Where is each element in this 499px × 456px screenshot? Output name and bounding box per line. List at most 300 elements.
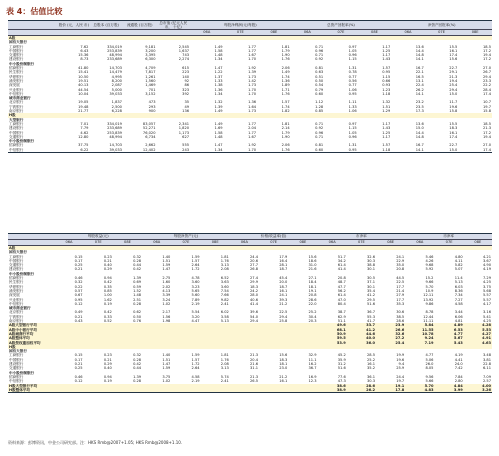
table-cell: 36.1 (366, 374, 375, 379)
table-cell: 45.2 (337, 353, 346, 358)
row-label: 建设银行 (9, 267, 24, 272)
table-cell: 26.8 (250, 267, 259, 272)
table-cell: 0.62 (133, 310, 142, 315)
table-cell: 5.57 (482, 293, 491, 298)
row-label: 工商银行 (9, 353, 24, 358)
table-cell: 1.51 (162, 357, 171, 362)
table-cell: 0.19 (103, 301, 112, 306)
table-row (8, 83, 492, 87)
table-cell: 13.1 (415, 78, 424, 83)
table-cell: 5.68 (482, 288, 491, 293)
table-cell: 23.0 (279, 366, 288, 371)
footnote: 资料来源：彭博资讯，中金公司研究部。注：HKS Rmb@2007+1.05; HKS Rmb@2008+1.10. (8, 440, 183, 445)
table-cell: 2.19 (191, 301, 200, 306)
table-cell: 0.60 (291, 148, 325, 153)
table-cell: 30.1 (366, 284, 375, 289)
page-title: 表 4：估值比较 (6, 7, 63, 16)
table-cell: 5.57 (482, 297, 491, 302)
table-cell: 4.58 (191, 374, 200, 379)
table-cell: 1.42 (248, 78, 257, 83)
table-cell: 0.85 (315, 109, 324, 114)
table-cell: 1.77 (248, 130, 257, 135)
table-cell: 743 (182, 53, 190, 58)
table-cell: 0.29 (103, 362, 112, 367)
valuation-table-top (8, 20, 492, 153)
table-cell: 2.41 (220, 379, 229, 384)
table-cell: 17.2 (482, 57, 491, 62)
table-cell: 1.17 (382, 134, 391, 139)
table-cell: 1.98 (162, 319, 171, 324)
table-cell: 1.73 (248, 83, 257, 88)
table-cell: 53.9 (318, 341, 347, 345)
table-cell: 30.4 (308, 314, 317, 319)
table-cell: 16.1 (279, 288, 288, 293)
table-cell: 0.29 (103, 267, 112, 272)
table-cell: 11.11 (423, 319, 434, 324)
table-cell: 1,837 (111, 100, 122, 105)
table-cell: 0.54 (315, 83, 324, 88)
row-label: 国有大银行 (9, 349, 27, 354)
table-cell: 3,200 (145, 48, 156, 53)
table-cell: 1.64 (248, 104, 257, 109)
table-cell: 68.1 (318, 328, 347, 332)
table-cell: 4,709 (145, 66, 156, 71)
table-cell: 0.66 (382, 78, 391, 83)
row-label: 国有大银行 (9, 250, 27, 255)
table-cell: 1.59 (191, 254, 200, 259)
table-cell: 0.92 (315, 57, 324, 62)
table-cell: 0.95 (324, 148, 358, 153)
table-cell: 1.69 (214, 126, 223, 131)
table-cell: 22.7 (449, 66, 458, 71)
table-cell: 5.60 (191, 293, 200, 298)
table-cell: 23.5 (415, 104, 424, 109)
table-cell: 4.91 (464, 336, 492, 340)
table-row (8, 57, 492, 61)
table-cell: 0.12 (74, 379, 83, 384)
table-cell: 39,033 (89, 148, 123, 153)
row-label: 交通银行 (9, 263, 24, 268)
table-cell: 0.17 (74, 357, 83, 362)
table-cell: 1.17 (382, 53, 391, 58)
table-cell: 1.77 (248, 121, 257, 126)
table-cell: 5.07 (454, 267, 463, 272)
table-cell: 51.6 (337, 366, 346, 371)
table-cell: 0.23 (103, 254, 112, 259)
table-cell (113, 388, 142, 393)
table-cell: 1.36 (214, 87, 223, 92)
table-cell: 86 (184, 83, 190, 88)
table-cell: 3.13 (220, 366, 229, 371)
table-cell: 76,020 (142, 130, 156, 135)
table-cell: 1.48 (214, 134, 223, 139)
table-cell: 0.71 (315, 44, 324, 49)
table-cell: 1.06 (348, 109, 357, 114)
table-cell: 5.67 (434, 336, 463, 340)
table-cell: 4.47 (191, 319, 200, 324)
header-sub-cell: 07E (347, 240, 376, 246)
table-cell: 9.56 (425, 374, 434, 379)
row-label: 招商银行 (9, 374, 24, 379)
table-cell: 1.29 (382, 109, 391, 114)
table-cell: 16.1 (366, 362, 375, 367)
table-cell: 22.7 (449, 143, 458, 148)
table-cell: 11.4 (454, 276, 463, 281)
table-cell: 334,019 (107, 121, 122, 126)
table-cell: 0.97 (348, 44, 357, 49)
table-cell: 1.76 (281, 91, 290, 96)
table-cell: 0.23 (103, 353, 112, 358)
table-cell: 5.06 (425, 357, 434, 362)
table-cell: 1.49 (214, 44, 223, 49)
table-cell: 3.44 (454, 310, 463, 315)
table-cell: 2,274 (178, 57, 190, 62)
table-cell: 233,689 (107, 57, 122, 62)
table-cell: 5.70 (405, 384, 434, 388)
table-cell: 27.0 (482, 66, 491, 71)
table-cell: 1.40 (162, 254, 171, 259)
table-cell: 18.3 (250, 284, 259, 289)
table-cell: 5.13 (454, 280, 463, 285)
header-group-cell: 每股净资产(元) (142, 234, 230, 240)
table-cell: 701 (148, 87, 156, 92)
table-cell: 1.71 (281, 87, 290, 92)
table-cell: 2,500 (111, 104, 122, 109)
table-cell: 0.21 (103, 258, 112, 263)
table-cell: 4.90 (482, 263, 491, 268)
table-cell: 4.19 (454, 353, 463, 358)
table-cell: 29.4 (250, 319, 259, 324)
table-cell: 25.2 (366, 357, 375, 362)
header-sub-cell: 07E (425, 30, 459, 36)
table-cell: 1,560 (145, 78, 156, 83)
header-sub-cell: 08E (257, 30, 291, 36)
table-cell: 3.26 (464, 388, 492, 393)
table-cell: 1.90 (281, 134, 290, 139)
table-cell: 15.0 (425, 148, 459, 153)
table-cell: 0.67 (74, 293, 83, 298)
table-cell: 0.77 (348, 83, 357, 88)
table-cell: 17.8 (376, 388, 405, 393)
table-cell: 44.6 (347, 332, 376, 336)
table-cell: 1.90 (281, 53, 290, 58)
table-cell: 17.3 (415, 109, 424, 114)
table-cell: 0.92 (315, 126, 324, 131)
table-cell: 0.79 (315, 87, 324, 92)
table-cell: 1.72 (191, 362, 200, 367)
table-cell: 7.19 (405, 341, 434, 345)
table-cell: 1.17 (382, 44, 391, 49)
header-sub-cell: 06A (142, 240, 171, 246)
table-cell: 2.64 (191, 263, 200, 268)
table-cell: 16.1 (449, 48, 458, 53)
table-cell: 1.47 (162, 362, 171, 367)
table-cell: 1.81 (220, 353, 229, 358)
table-cell: 8.78 (425, 310, 434, 315)
table-cell: 48,994 (109, 53, 122, 58)
table-cell: 17.4 (449, 53, 458, 58)
table-cell: 1,637 (178, 48, 190, 53)
table-cell: 44.54 (78, 87, 89, 92)
table-cell: 19.6 (449, 104, 458, 109)
table-cell: 20.8 (337, 276, 346, 281)
table-cell: 9.86 (425, 301, 434, 306)
table-cell: 0.28 (133, 301, 142, 306)
table-cell: 4.26 (425, 258, 434, 263)
table-cell: 48,994 (109, 134, 122, 139)
table-cell: 6.43 (80, 48, 89, 53)
table-cell: 3.67 (482, 258, 491, 263)
table-cell: 14.8 (415, 53, 424, 58)
table-cell: 334,019 (107, 44, 122, 49)
table-cell: 28.1 (279, 263, 288, 268)
table-row (8, 92, 492, 96)
table-cell: 29.1 (449, 70, 458, 75)
row-label: 建设银行 (9, 362, 24, 367)
table-cell: 6.06 (454, 314, 463, 319)
table-cell: 17.2 (482, 48, 491, 53)
table-cell: 1.36 (281, 78, 290, 83)
header-sub-cell: 06A (54, 240, 83, 246)
table-cell: 23.9 (376, 323, 405, 327)
header-sub-cell: 08E (464, 240, 492, 246)
row-label: A股中小银行平均 (8, 328, 54, 332)
table-cell: 20.8 (396, 267, 405, 272)
row-label: 中国银行 (9, 357, 24, 362)
table-cell: 51.6 (366, 301, 375, 306)
table-cell: 18.4 (308, 280, 317, 285)
table-cell: 2.02 (162, 284, 171, 289)
table-cell: 21.2 (279, 301, 288, 306)
table-cell: 22.1 (415, 70, 424, 75)
header-sub-cell: 06A (291, 30, 325, 36)
table-cell: 41.80 (78, 66, 89, 71)
table-cell: 24.2 (250, 288, 259, 293)
table-cell: 0.19 (103, 379, 112, 384)
table-cell: 22.5 (396, 280, 405, 285)
table-cell: 37.75 (78, 143, 89, 148)
table-cell: 17.2 (482, 130, 491, 135)
table-cell: 2.17 (162, 310, 171, 315)
table-cell: 3.99 (434, 388, 463, 393)
table-cell: 7.27 (454, 297, 463, 302)
table-cell: 1.62 (103, 297, 112, 302)
row-label: 南京银行 (9, 109, 24, 114)
table-cell: 3.24 (162, 297, 171, 302)
table-cell: 4.63 (464, 341, 492, 345)
table-cell: 473 (148, 100, 156, 105)
table-cell: 3.60 (220, 284, 229, 289)
table-cell: 16.1 (449, 130, 458, 135)
table-cell: 4.13 (162, 288, 171, 293)
header-sub-cell: 07E (84, 240, 113, 246)
table-cell: 28.5 (366, 353, 375, 358)
table-cell: 1.59 (191, 353, 200, 358)
table-cell: 1.18 (358, 148, 392, 153)
table-cell: 12.3 (308, 379, 317, 384)
table-cell (201, 388, 230, 393)
table-cell: 23.2 (415, 100, 424, 105)
table-cell: 5.82 (454, 263, 463, 268)
table-cell: 4.89 (434, 323, 463, 327)
table-cell: 1.79 (281, 130, 290, 135)
table-cell: 1.81 (281, 44, 290, 49)
table-cell: 1.49 (214, 109, 223, 114)
row-label: 北京银行 (9, 310, 24, 315)
table-cell: 223 (182, 70, 190, 75)
table-cell: 21.6 (250, 362, 259, 367)
row-label: 深发展 (9, 83, 20, 88)
table-cell: 323 (182, 87, 190, 92)
table-cell (54, 388, 83, 393)
table-cell: 51.7 (337, 254, 346, 259)
table-cell: 36.7 (308, 366, 317, 371)
table-cell: 4.77 (434, 332, 463, 336)
table-cell: 0.56 (348, 78, 357, 83)
table-cell: 21.2 (279, 374, 288, 379)
table-cell: 26.7 (482, 70, 491, 75)
row-label: 工商银行 (9, 121, 24, 126)
table-cell: 1.02 (162, 301, 171, 306)
row-label: 兴业银行 (9, 297, 24, 302)
row-label: 建设银行 (9, 126, 24, 131)
table-cell: 1.49 (214, 121, 223, 126)
table-cell: 6.22 (58, 148, 89, 153)
row-label: 中小股份制银行 (9, 271, 35, 276)
table-cell: 41.7 (366, 319, 375, 324)
table-cell: 25.9 (396, 366, 405, 371)
row-label: A股整体平均 (8, 336, 54, 340)
header-sub-cell: 08E (358, 30, 392, 36)
table-cell: 0.15 (74, 353, 83, 358)
table-cell: 0.28 (133, 357, 142, 362)
table-cell: 19.1 (308, 288, 317, 293)
table-cell: 16.5 (415, 74, 424, 79)
table-cell: 22.4 (415, 83, 424, 88)
table-cell: 1.77 (248, 48, 257, 53)
table-cell: 38.5 (396, 314, 405, 319)
table-cell: 7.79 (80, 126, 89, 131)
table-cell: 0.57 (74, 288, 83, 293)
row-label: 城市商业银行 (9, 96, 31, 101)
header-cell: 总股本 (百万股) (89, 21, 123, 30)
table-cell: 7.34 (454, 293, 463, 298)
row-label: A股 (8, 246, 54, 251)
table-cell: 5.66 (425, 379, 434, 384)
table-cell: 4.00 (464, 384, 492, 388)
table-cell: 15.6 (449, 57, 458, 62)
table-cell: 28.6 (308, 297, 317, 302)
table-cell: 5.54 (191, 310, 200, 315)
table-cell: 0.81 (315, 143, 324, 148)
table-cell: 25.2 (308, 310, 317, 315)
header-sub-cell: 08E (113, 240, 142, 246)
table-cell: 20.0 (279, 280, 288, 285)
table-cell: 19.7 (396, 379, 405, 384)
table-cell: 27.7 (250, 263, 259, 268)
table-cell: 2,662 (145, 143, 156, 148)
header-cell-blank (8, 21, 58, 30)
table-cell: 21.6 (308, 267, 317, 272)
table-cell: 20.3 (308, 319, 317, 324)
header-group-cell: 每股净利润(元/每股) (190, 21, 291, 30)
table-cell: 41.4 (250, 301, 259, 306)
table-cell: 10.50 (78, 74, 89, 79)
table-cell: 24.1 (279, 293, 288, 298)
table-cell: 24.0 (454, 362, 463, 367)
table-cell: 30.5 (366, 276, 375, 281)
table-cell: 19.51 (78, 78, 89, 83)
table-cell: 0.21 (103, 357, 112, 362)
table-cell: 47.7 (337, 284, 346, 289)
row-label: 建设银行 (9, 57, 24, 62)
table-cell: 44.5 (396, 276, 405, 281)
table-cell: 21.77 (78, 109, 89, 114)
table-cell: 80.4 (337, 301, 346, 306)
header-sub-cell: 07E (324, 30, 358, 36)
table-cell: 0.59 (133, 284, 142, 289)
table-cell: 0.96 (348, 53, 357, 58)
table-cell: 14.4 (415, 130, 424, 135)
table-cell: 2.41 (220, 301, 229, 306)
table-cell (230, 388, 259, 393)
table-cell: 50.9 (318, 332, 347, 336)
table-cell: 40.6 (250, 297, 259, 302)
table-cell: 21.3 (250, 374, 259, 379)
table-cell: 15.36 (78, 53, 89, 58)
table-cell: 1.15 (348, 126, 357, 131)
table-cell: 9.4 (398, 362, 405, 367)
table-cell: 0.95 (348, 91, 357, 96)
table-cell: 1.15 (382, 74, 391, 79)
table-cell: 28.4 (482, 87, 491, 92)
table-cell: 0.97 (348, 121, 357, 126)
row-label: 城市商业银行 (9, 306, 31, 311)
row-label: H股整体平均 (8, 388, 54, 393)
table-cell: 4.25 (482, 280, 491, 285)
table-cell: 1.67 (248, 53, 257, 58)
table-cell: 627 (182, 134, 190, 139)
table-cell: 16.9 (308, 374, 317, 379)
table-cell: 4.84 (434, 384, 463, 388)
table-cell: 0.52 (103, 319, 112, 324)
table-cell: 1.31 (348, 143, 357, 148)
header-sub-cell: 06A (190, 30, 224, 36)
table-cell: 35.0 (396, 263, 405, 268)
table-cell: 1,820 (178, 126, 190, 131)
table-cell: 24.4 (396, 374, 405, 379)
table-cell: 17.9 (279, 254, 288, 259)
table-cell: 0.46 (74, 374, 83, 379)
table-cell: 2.06 (281, 143, 290, 148)
table-cell: 1.73 (248, 74, 257, 79)
table-cell: 0.25 (74, 366, 83, 371)
header-group-cell: 市净率 (318, 234, 406, 240)
table-cell: 19.48 (78, 104, 89, 109)
header-group-cell: 价格/收益率(倍) (230, 234, 318, 240)
table-cell: 2,341 (178, 121, 190, 126)
header-cell: 股价 (元，人民 币) (58, 21, 89, 30)
table-cell: 7.01 (80, 121, 89, 126)
table-cell: 4,995 (111, 74, 122, 79)
table-cell: 1.17 (382, 121, 391, 126)
table-cell: 14.1 (415, 91, 424, 96)
table-cell: 3.75 (162, 374, 171, 379)
table-cell: 1.38 (214, 83, 223, 88)
table-cell: 17.7 (396, 284, 405, 289)
header-sub-cell: 07E (171, 240, 200, 246)
table-cell: 0.69 (133, 280, 142, 285)
